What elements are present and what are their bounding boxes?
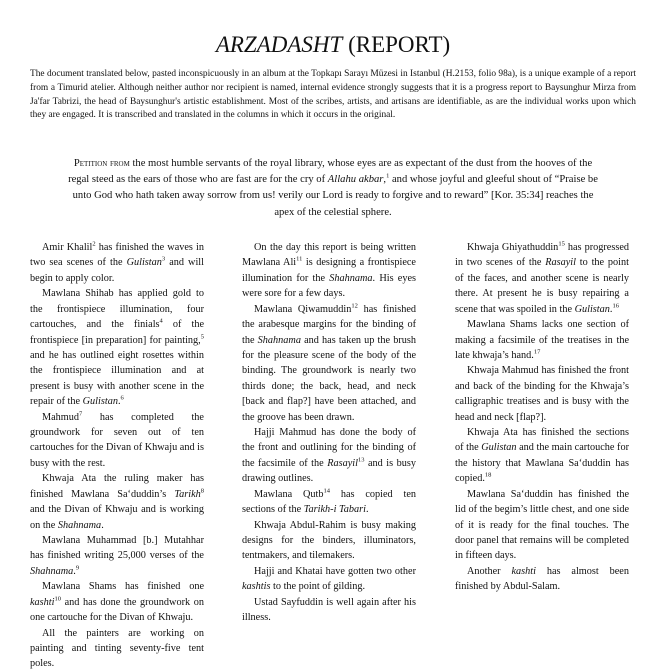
petition-comma: , (383, 174, 387, 186)
footnote-ref: 1 (386, 172, 390, 180)
paragraph (30, 286, 204, 409)
petition-paragraph (62, 156, 604, 221)
text: . His eyes were sore for a few days. (242, 272, 416, 300)
paragraph (30, 471, 204, 533)
paragraph (455, 240, 629, 317)
paragraph (455, 487, 629, 564)
footnote-ref: 12 (351, 302, 358, 310)
title-italic: ARZADASHT (215, 32, 343, 57)
footnote-ref: 15 (558, 240, 565, 248)
footnote-ref: 5 (200, 333, 204, 341)
paragraph (242, 595, 416, 626)
text: Mawlana Sa‘duddin has finished the lid of the begim’s little chest, and one side of it is ready for the final touches. The door panel that remains will be completed in fifteen days. (455, 488, 629, 562)
text: Khwaja Ghiyathuddin (467, 242, 559, 253)
italic-text: Tarikh-i Tabari (303, 504, 366, 516)
footnote-ref: 14 (323, 487, 330, 495)
text: Mawlana Qutb (254, 488, 324, 500)
footnote-ref: 6 (120, 394, 124, 402)
petition-text-end: and whose joyful and gleeful shout of “Praise be unto God who hath taken away sorrow from us! verily our Lord is ready to forgive and to reward” [Kor. 35:34] reaches the apex of the celestial sphere. (72, 174, 598, 218)
text: Khwaja Ata has finished the sections of the (455, 427, 629, 454)
footnote-ref: 11 (296, 256, 303, 264)
text: Hajji Mahmud has done the body of the front and outlining for the binding of the facsimile of the (242, 427, 416, 469)
paragraph (242, 240, 416, 302)
text: and the Divan of Khwaju and is working on the (30, 504, 204, 531)
text: to the point of the faces, and another scene is nearly there. At present he is busy repairing a scene that was spoiled in the (455, 257, 629, 315)
text: and has done the groundwork on one cartouche for the Divan of Khwaju. (30, 596, 204, 624)
text: Khwaja Abdul-Rahim is busy making designs for the binders, illuminators, tentmakers, and tilemakers. (242, 519, 416, 562)
text: Khwaja Mahmud has finished the front and back of the binding for the Khwaja’s calligraphic treatises and is busy with the head and neck [flap?]. (455, 365, 629, 423)
text: has copied ten sections of the (242, 488, 416, 516)
footnote-ref: 17 (533, 348, 541, 356)
footnote-ref: 16 (612, 302, 619, 310)
text: to the point of gilding. (270, 581, 366, 593)
text: Mahmud (42, 411, 80, 423)
text: . (365, 504, 369, 516)
italic-text: Gulistan (126, 257, 162, 269)
text: Mawlana Muhammad [b.] Mutahhar has finished writing 25,000 verses of the (30, 535, 204, 562)
text: and has taken up the brush for the pleasure scene of the body of the binding. The groundwork is nearly two thirds done; the back, head, and neck [back and flap?] have been attached, and the groove has been drawn. (242, 334, 416, 423)
paragraph (242, 487, 416, 518)
paragraph (30, 626, 204, 672)
paragraph (242, 302, 416, 425)
footnote-ref: 13 (357, 456, 365, 464)
title-rest: (REPORT) (342, 32, 451, 57)
paragraph (455, 317, 629, 363)
footnote-ref: 8 (200, 487, 204, 495)
italic-text: kashti (30, 596, 55, 608)
paragraph (30, 579, 204, 625)
footnote-ref: 18 (484, 471, 492, 479)
footnote-ref: 4 (159, 317, 163, 325)
text: Mawlana Qiwamuddin (254, 303, 352, 315)
text: Ustad Sayfuddin is well again after his illness. (242, 596, 416, 624)
column-3 (455, 240, 629, 595)
italic-text: Shahnama (257, 334, 301, 346)
petition-lead: Petition from (73, 158, 130, 169)
italic-text: Shahnama (329, 272, 373, 284)
text: . (101, 519, 104, 531)
italic-text: kashti (511, 565, 536, 577)
paragraph (455, 564, 629, 595)
text: and the main cartouche for the history that Mawlana Sa‘duddin has copied. (455, 442, 630, 485)
footnote-ref: 7 (79, 410, 83, 418)
column-1 (30, 240, 204, 672)
text: Mawlana Shams lacks one section of making a facsimile of the treatises in the late khwaja’s hand. (455, 319, 629, 361)
italic-text: Shahnama (30, 565, 74, 577)
text: All the painters are working on painting and tinting seventy-five tent poles. (30, 627, 204, 670)
text: . (73, 565, 76, 577)
text: Khwaja Ata the ruling maker has finished Mawlana Sa‘duddin’s (30, 473, 204, 500)
paragraph (455, 425, 629, 487)
text: has finished the arabesque margins for the binding of the (242, 303, 416, 346)
italic-text: Gulistan (82, 396, 118, 408)
paragraph (242, 425, 416, 487)
petition-text: the most humble servants of the royal library, whose eyes are as expectant of the dust from the hooves of the regal steed as the ears of those who are fast are for the cry of (68, 158, 593, 186)
text: Mawlana Shams has finished one (42, 581, 204, 593)
text: On the day this report is being written Mawlana Ali (242, 242, 416, 269)
text: has almost been finished by Abdul-Salam. (455, 565, 629, 593)
text: has finished the waves in two sea scenes of the (30, 242, 204, 269)
page-title (0, 32, 666, 58)
italic-text: kashtis (242, 581, 271, 593)
paragraph (242, 518, 416, 564)
text: has progressed in two scenes of the (455, 242, 629, 269)
petition-italic: Allahu akbar (327, 174, 384, 186)
italic-text: Gulistan (574, 303, 610, 315)
italic-text: Gulistan (481, 442, 517, 454)
text: . (609, 303, 613, 315)
paragraph (30, 533, 204, 579)
italic-text: Rasayil (545, 257, 576, 269)
text: and is busy drawing outlines. (242, 457, 416, 485)
italic-text: Rasayil (327, 457, 358, 469)
text: of the frontispiece [in preparation] for painting, (30, 319, 205, 346)
text: and he has outlined eight rosettes within the frontispiece illumination and at present is busy with another scene in the repair of the (30, 349, 204, 408)
text: Amir Khalil (42, 242, 93, 253)
paragraph (30, 410, 204, 472)
intro-paragraph: The document translated below, pasted inconspicuously in an album at the Topkapı Sarayı Müzesi in Istanbul (H.2153, folio 98a), is a unique example of a report from a Timurid atelier. Although neither author nor recipient is named, internal evidence strongly suggests that it is a progress report to Baysunghur Mirza from Ja'far Tabrizi, the head of Baysunghur's artistic establishment. Most of the scribes, artists, and artisans are identifiable, as are the individual works upon which they are engaged. It is transcribed and translated in the columns in which it occurs in the original. (30, 69, 636, 121)
text: has completed the groundwork for seven out of ten cartouches for the Divan of Khwaju and is busy with the rest. (30, 411, 204, 469)
text: Another (467, 565, 512, 577)
footnote-ref: 3 (161, 256, 166, 264)
paragraph (30, 240, 204, 286)
text: . (117, 396, 121, 408)
paragraph (242, 564, 416, 595)
text: is designing a frontispiece illumination for the (242, 257, 416, 284)
footnote-ref: 10 (54, 595, 61, 603)
italic-text: Shahnama (57, 519, 102, 531)
column-2 (242, 240, 416, 626)
footnote-ref: 2 (92, 240, 96, 248)
text: Hajji and Khatai have gotten two other (254, 565, 416, 577)
footnote-ref: 9 (75, 564, 80, 572)
italic-text: Tarikh (174, 488, 201, 500)
text: Mawlana Shihab has applied gold to the frontispiece illumination, four cartouches, and the finials (30, 288, 204, 331)
paragraph (455, 363, 629, 425)
text: and will begin to apply color. (30, 257, 205, 284)
